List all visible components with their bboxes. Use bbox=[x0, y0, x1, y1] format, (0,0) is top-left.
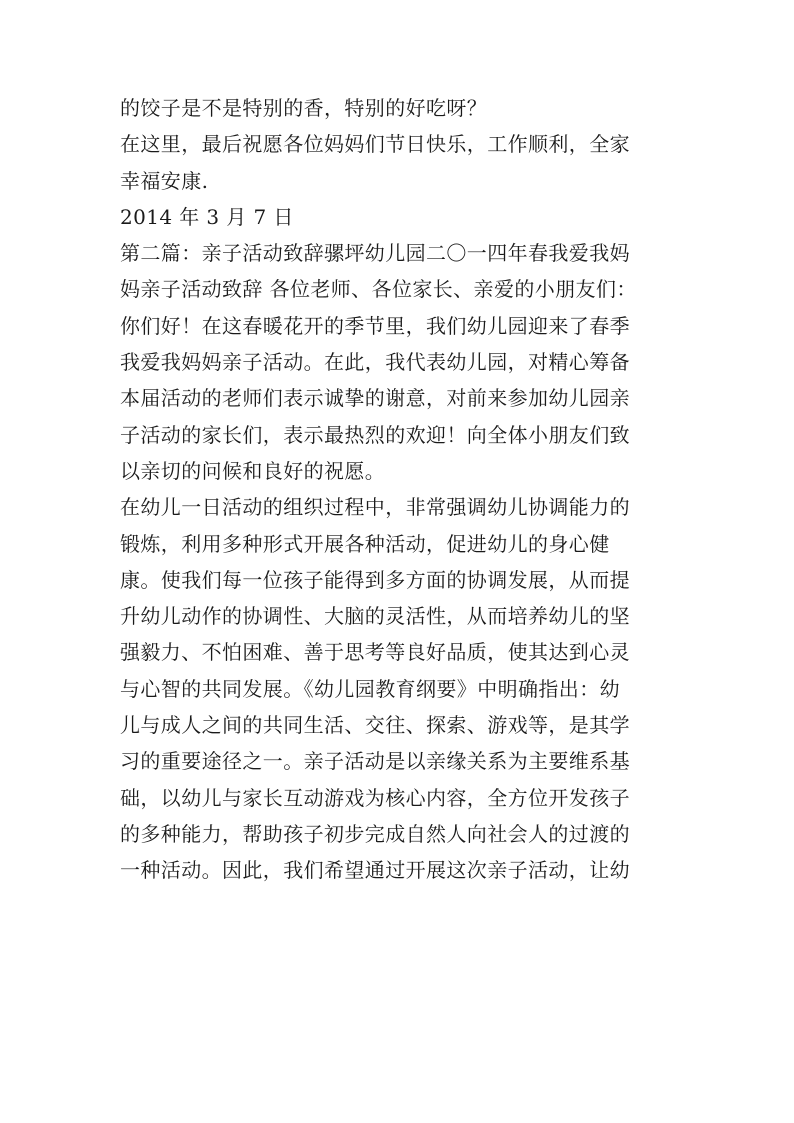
text-line: 本届活动的老师们表示诚挚的谢意，对前来参加幼儿园亲 bbox=[120, 386, 630, 411]
date-line: 2014 年 3 月 7 日 bbox=[120, 204, 294, 229]
text-line: 以亲切的问候和良好的祝愿。 bbox=[120, 458, 386, 483]
text-line: 幸福安康. bbox=[120, 168, 209, 193]
text-line: 的多种能力，帮助孩子初步完成自然人向社会人的过渡的 bbox=[120, 821, 630, 846]
document-body bbox=[120, 90, 680, 889]
text-line: 在幼儿一日活动的组织过程中，非常强调幼儿协调能力的 bbox=[120, 495, 630, 520]
text-line: 康。使我们每一位孩子能得到多方面的协调发展，从而提 bbox=[120, 567, 630, 592]
text-line: 我爱我妈妈亲子活动。在此，我代表幼儿园，对精心筹备 bbox=[120, 350, 630, 375]
text-line: 你们好！在这春暖花开的季节里，我们幼儿园迎来了春季 bbox=[120, 313, 630, 338]
text-line: 习的重要途径之一。亲子活动是以亲缘关系为主要维系基 bbox=[120, 749, 630, 774]
text-line: 升幼儿动作的协调性、大脑的灵活性，从而培养幼儿的坚 bbox=[120, 604, 630, 629]
text-line: 儿与成人之间的共同生活、交往、探索、游戏等，是其学 bbox=[120, 713, 630, 738]
text-line: 的饺子是不是特别的香，特别的好吃呀？ bbox=[120, 96, 488, 120]
text-line: 在这里，最后祝愿各位妈妈们节日快乐，工作顺利，全家 bbox=[120, 132, 630, 157]
text-line: 子活动的家长们，表示最热烈的欢迎！向全体小朋友们致 bbox=[120, 422, 630, 447]
text-line: 强毅力、不怕困难、善于思考等良好品质，使其达到心灵 bbox=[120, 640, 630, 665]
text-line: 妈亲子活动致辞 各位老师、各位家长、亲爱的小朋友们： bbox=[120, 277, 637, 302]
text-line: 与心智的共同发展。《幼儿园教育纲要》中明确指出：幼 bbox=[120, 676, 620, 701]
text-line: 础，以幼儿与家长互动游戏为核心内容，全方位开发孩子 bbox=[120, 785, 630, 810]
section-heading-line: 第二篇：亲子活动致辞骡坪幼儿园二〇一四年春我爱我妈 bbox=[120, 241, 630, 266]
text-line: 一种活动。因此，我们希望通过开展这次亲子活动，让幼 bbox=[120, 858, 630, 883]
text-line: 锻炼，利用多种形式开展各种活动，促进幼儿的身心健 bbox=[120, 531, 610, 556]
